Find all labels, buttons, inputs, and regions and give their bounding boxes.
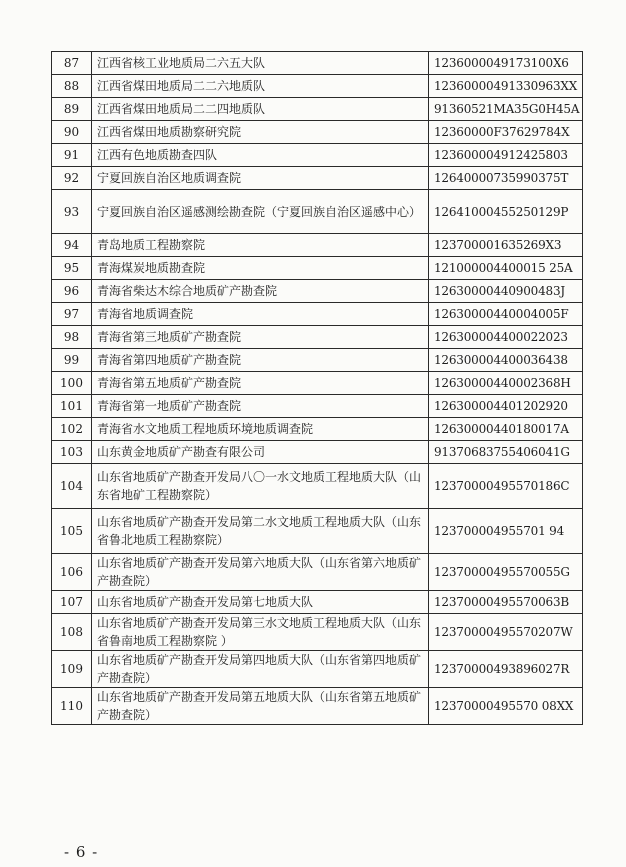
credit-code-cell: 12360000491330963XX (429, 75, 583, 98)
row-number-cell: 89 (52, 98, 92, 121)
table-row (52, 326, 583, 349)
organization-name-cell: 青岛地质工程勘察院 (92, 234, 429, 257)
table-row (52, 614, 583, 651)
credit-code-cell: 91360521MA35G0H45A (429, 98, 583, 121)
organization-name-cell: 山东省地质矿产勘查开发局第五地质大队（山东省第五地质矿产勘查院） (92, 688, 429, 725)
row-number-cell: 104 (52, 464, 92, 509)
table-row (52, 190, 583, 234)
credit-code-cell: 1236000049173100X6 (429, 52, 583, 75)
row-number-cell: 103 (52, 441, 92, 464)
organization-name-cell: 青海省第一地质矿产勘查院 (92, 395, 429, 418)
credit-code-cell: 12370000495570063B (429, 591, 583, 614)
table-row (52, 651, 583, 688)
table-row (52, 75, 583, 98)
registry-table-body (52, 52, 583, 725)
organization-name-cell: 宁夏回族自治区遥感测绘勘查院（宁夏回族自治区遥感中心） (92, 190, 429, 234)
row-number-cell: 106 (52, 554, 92, 591)
row-number-cell: 99 (52, 349, 92, 372)
page-number: - 6 - (64, 843, 99, 861)
organization-name-cell: 山东省地质矿产勘查开发局第七地质大队 (92, 591, 429, 614)
organization-name-cell: 江西省煤田地质勘察研究院 (92, 121, 429, 144)
credit-code-cell: 12630000440002368H (429, 372, 583, 395)
organization-name-cell: 青海省第三地质矿产勘查院 (92, 326, 429, 349)
organization-name-cell: 山东省地质矿产勘查开发局第三水文地质工程地质大队（山东省鲁南地质工程勘察院 ） (92, 614, 429, 651)
organization-name-cell: 青海省第四地质矿产勘查院 (92, 349, 429, 372)
row-number-cell: 100 (52, 372, 92, 395)
table-row (52, 418, 583, 441)
organization-name-cell: 宁夏回族自治区地质调查院 (92, 167, 429, 190)
table-row (52, 144, 583, 167)
table-row (52, 52, 583, 75)
row-number-cell: 107 (52, 591, 92, 614)
credit-code-cell: 12641000455250129P (429, 190, 583, 234)
row-number-cell: 101 (52, 395, 92, 418)
organization-name-cell: 江西有色地质勘查四队 (92, 144, 429, 167)
row-number-cell: 91 (52, 144, 92, 167)
table-row (52, 280, 583, 303)
credit-code-cell: 12630000440180017A (429, 418, 583, 441)
credit-code-cell: 126300004400022023 (429, 326, 583, 349)
organization-name-cell: 山东省地质矿产勘查开发局第四地质大队（山东省第四地质矿产勘查院） (92, 651, 429, 688)
credit-code-cell: 12370000495570207W (429, 614, 583, 651)
row-number-cell: 88 (52, 75, 92, 98)
organization-name-cell: 江西省煤田地质局二二四地质队 (92, 98, 429, 121)
table-row (52, 591, 583, 614)
credit-code-cell: 12360000F37629784X (429, 121, 583, 144)
row-number-cell: 95 (52, 257, 92, 280)
credit-code-cell: 12630000440900483J (429, 280, 583, 303)
credit-code-cell: 91370683755406041G (429, 441, 583, 464)
credit-code-cell: 12640000735990375T (429, 167, 583, 190)
table-row (52, 509, 583, 554)
credit-code-cell: 126300004400036438 (429, 349, 583, 372)
credit-code-cell: 12630000440004005F (429, 303, 583, 326)
organization-name-cell: 江西省煤田地质局二二六地质队 (92, 75, 429, 98)
organization-name-cell: 山东省地质矿产勘查开发局第六地质大队（山东省第六地质矿产勘查院） (92, 554, 429, 591)
table-row (52, 349, 583, 372)
table-row (52, 395, 583, 418)
organization-name-cell: 青海省地质调查院 (92, 303, 429, 326)
table-row (52, 464, 583, 509)
row-number-cell: 87 (52, 52, 92, 75)
organization-name-cell: 山东省地质矿产勘查开发局八〇一水文地质工程地质大队（山东省地矿工程勘察院） (92, 464, 429, 509)
row-number-cell: 109 (52, 651, 92, 688)
row-number-cell: 97 (52, 303, 92, 326)
row-number-cell: 96 (52, 280, 92, 303)
organization-name-cell: 青海煤炭地质勘查院 (92, 257, 429, 280)
credit-code-cell: 12370000495570 08XX (429, 688, 583, 725)
row-number-cell: 92 (52, 167, 92, 190)
credit-code-cell: 12370000495570186C (429, 464, 583, 509)
table-row (52, 688, 583, 725)
row-number-cell: 110 (52, 688, 92, 725)
table-row (52, 257, 583, 280)
table-row (52, 121, 583, 144)
organization-name-cell: 青海省水文地质工程地质环境地质调查院 (92, 418, 429, 441)
table-row (52, 98, 583, 121)
table-row (52, 303, 583, 326)
row-number-cell: 102 (52, 418, 92, 441)
organization-name-cell: 江西省核工业地质局二六五大队 (92, 52, 429, 75)
credit-code-cell: 123700001635269X3 (429, 234, 583, 257)
table-row (52, 441, 583, 464)
row-number-cell: 105 (52, 509, 92, 554)
credit-code-cell: 12370000495570055G (429, 554, 583, 591)
table-row (52, 554, 583, 591)
table-row (52, 234, 583, 257)
registry-table (51, 51, 583, 725)
row-number-cell: 90 (52, 121, 92, 144)
credit-code-cell: 12370000493896027R (429, 651, 583, 688)
organization-name-cell: 青海省柴达木综合地质矿产勘查院 (92, 280, 429, 303)
credit-code-cell: 123600004912425803 (429, 144, 583, 167)
credit-code-cell: 123700004955701 94 (429, 509, 583, 554)
organization-name-cell: 青海省第五地质矿产勘查院 (92, 372, 429, 395)
table-row (52, 372, 583, 395)
organization-name-cell: 山东省地质矿产勘查开发局第二水文地质工程地质大队（山东省鲁北地质工程勘察院） (92, 509, 429, 554)
organization-name-cell: 山东黄金地质矿产勘查有限公司 (92, 441, 429, 464)
table-row (52, 167, 583, 190)
row-number-cell: 94 (52, 234, 92, 257)
row-number-cell: 98 (52, 326, 92, 349)
credit-code-cell: 121000004400015 25A (429, 257, 583, 280)
row-number-cell: 108 (52, 614, 92, 651)
row-number-cell: 93 (52, 190, 92, 234)
credit-code-cell: 126300004401202920 (429, 395, 583, 418)
